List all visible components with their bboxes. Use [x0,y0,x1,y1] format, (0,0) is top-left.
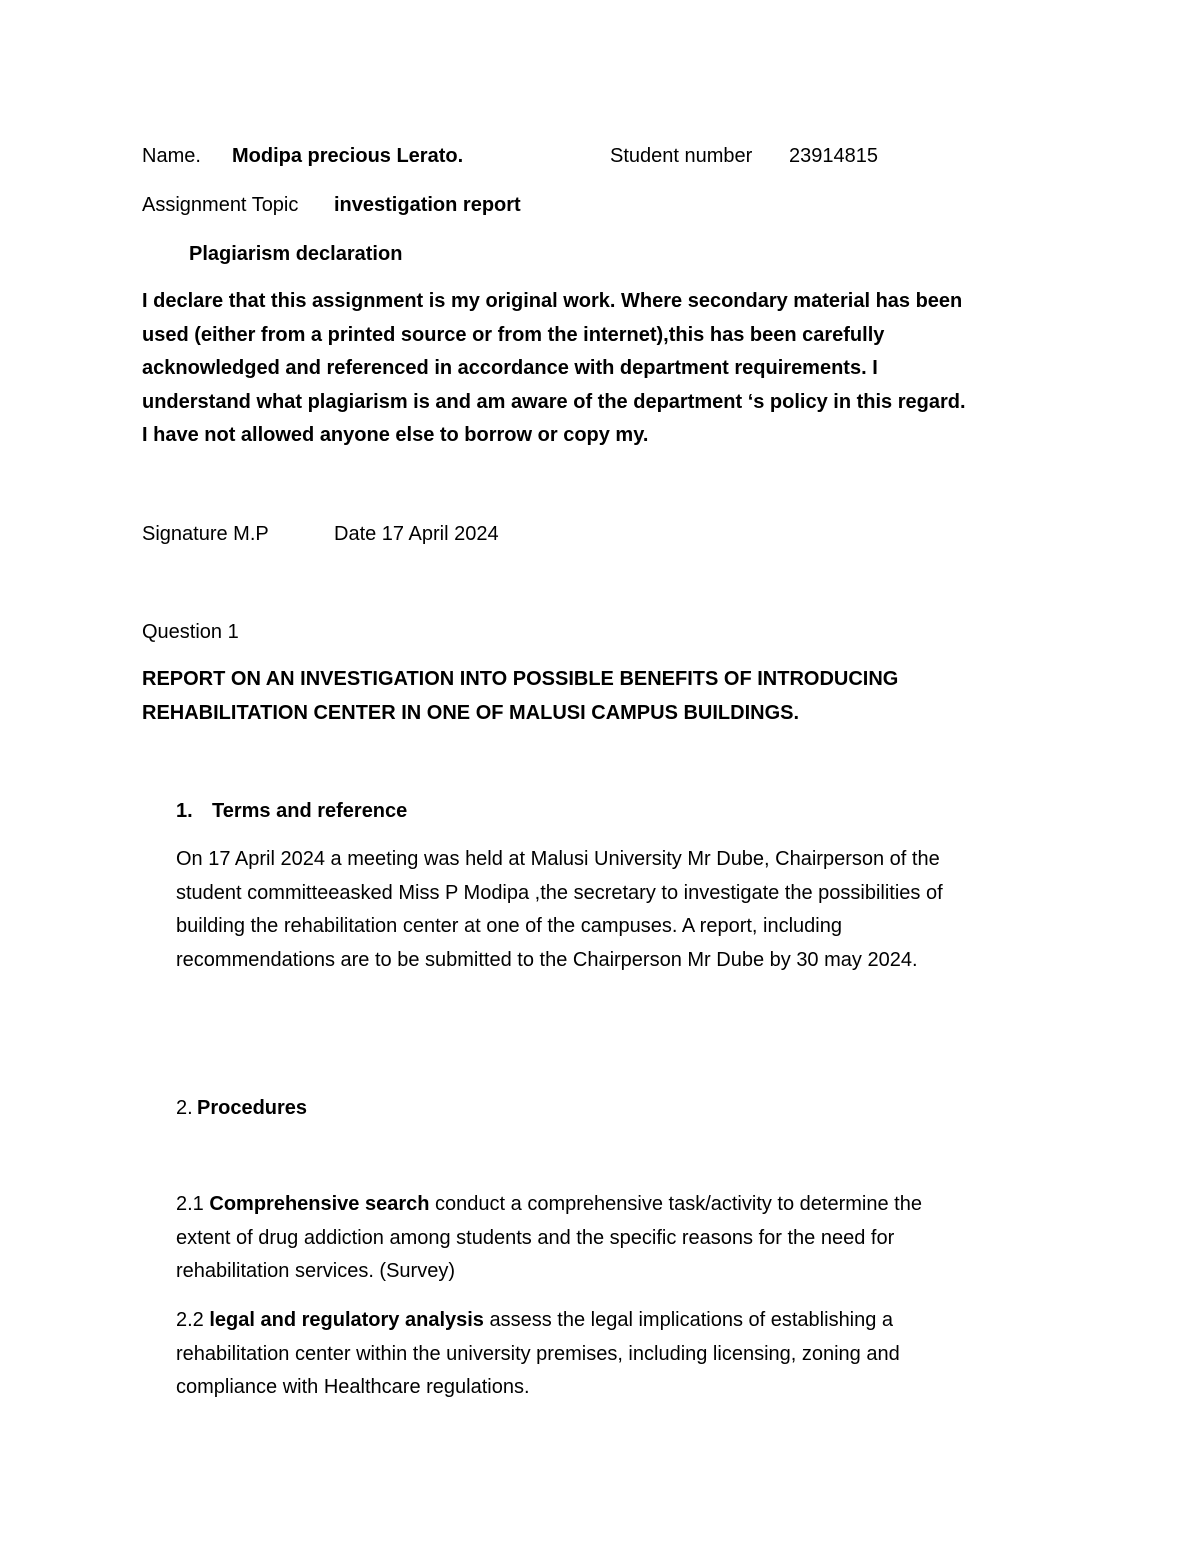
item-2-2-line: compliance with Healthcare regulations. [176,1376,530,1398]
section1-line: student committeeasked Miss P Modipa ,the secretary to investigate the possibilities of [176,881,943,904]
question-label: Question 1 [142,621,239,643]
declaration-line: understand what plagiarism is and am aware of the department ‘s policy in this regard. [142,390,966,413]
section2-heading: Procedures [197,1097,308,1119]
declaration-text [142,285,966,453]
section1-heading: Terms and reference [212,800,408,822]
section1-line: recommendations are to be submitted to the Chairperson Mr Dube by 30 may 2024. [176,948,918,971]
topic-label: Assignment Topic [142,194,299,216]
declaration-line: I declare that this assignment is my original work. Where secondary material has been [142,290,963,312]
section1-line: building the rehabilitation center at one of the campuses. A report, including [176,915,842,937]
name-label: Name. [142,145,201,167]
item-2-1-heading: Comprehensive search [209,1193,430,1215]
report-title-line: REPORT ON AN INVESTIGATION INTO POSSIBLE BENEFITS OF INTRODUCING [142,668,899,690]
student-number-value: 23914815 [789,145,878,167]
declaration-line: I have not allowed anyone else to borrow or copy my. [142,424,649,446]
item-2-1-first-line [176,1188,922,1222]
declaration-title: Plagiarism declaration [189,243,403,265]
declaration-line: used (either from a printed source or from the internet),this has been carefully [142,323,885,346]
declaration-line: acknowledged and referenced in accordance with department requirements. I [142,357,878,379]
item-2-1-line: rehabilitation services. (Survey) [176,1260,455,1282]
item-2-2 [176,1304,900,1405]
item-2-1-number: 2.1 [176,1193,204,1215]
item-2-2-first-line [176,1304,900,1338]
section1-text [176,843,943,977]
item-2-1-line: extent of drug addiction among students and the specific reasons for the need for [176,1226,895,1249]
section2-number: 2. [176,1097,193,1119]
date: Date 17 April 2024 [334,523,499,545]
item-2-2-number: 2.2 [176,1309,204,1331]
item-2-2-heading: legal and regulatory analysis [209,1309,484,1331]
section1-number: 1. [176,800,193,822]
item-2-2-first-rest: assess the legal implications of establishing a [489,1309,894,1331]
item-2-2-line: rehabilitation center within the university premises, including licensing, zoning and [176,1342,900,1365]
student-number-label: Student number [610,145,753,167]
report-title [142,663,898,730]
section1-line: On 17 April 2024 a meeting was held at Malusi University Mr Dube, Chairperson of the [176,848,940,870]
signature: Signature M.P [142,523,269,545]
report-title-line: REHABILITATION CENTER IN ONE OF MALUSI CAMPUS BUILDINGS. [142,701,800,724]
name-value: Modipa precious Lerato. [232,145,464,167]
topic-value: investigation report [334,194,521,216]
item-2-1 [176,1188,922,1289]
item-2-1-first-rest: conduct a comprehensive task/activity to determine the [435,1193,922,1215]
